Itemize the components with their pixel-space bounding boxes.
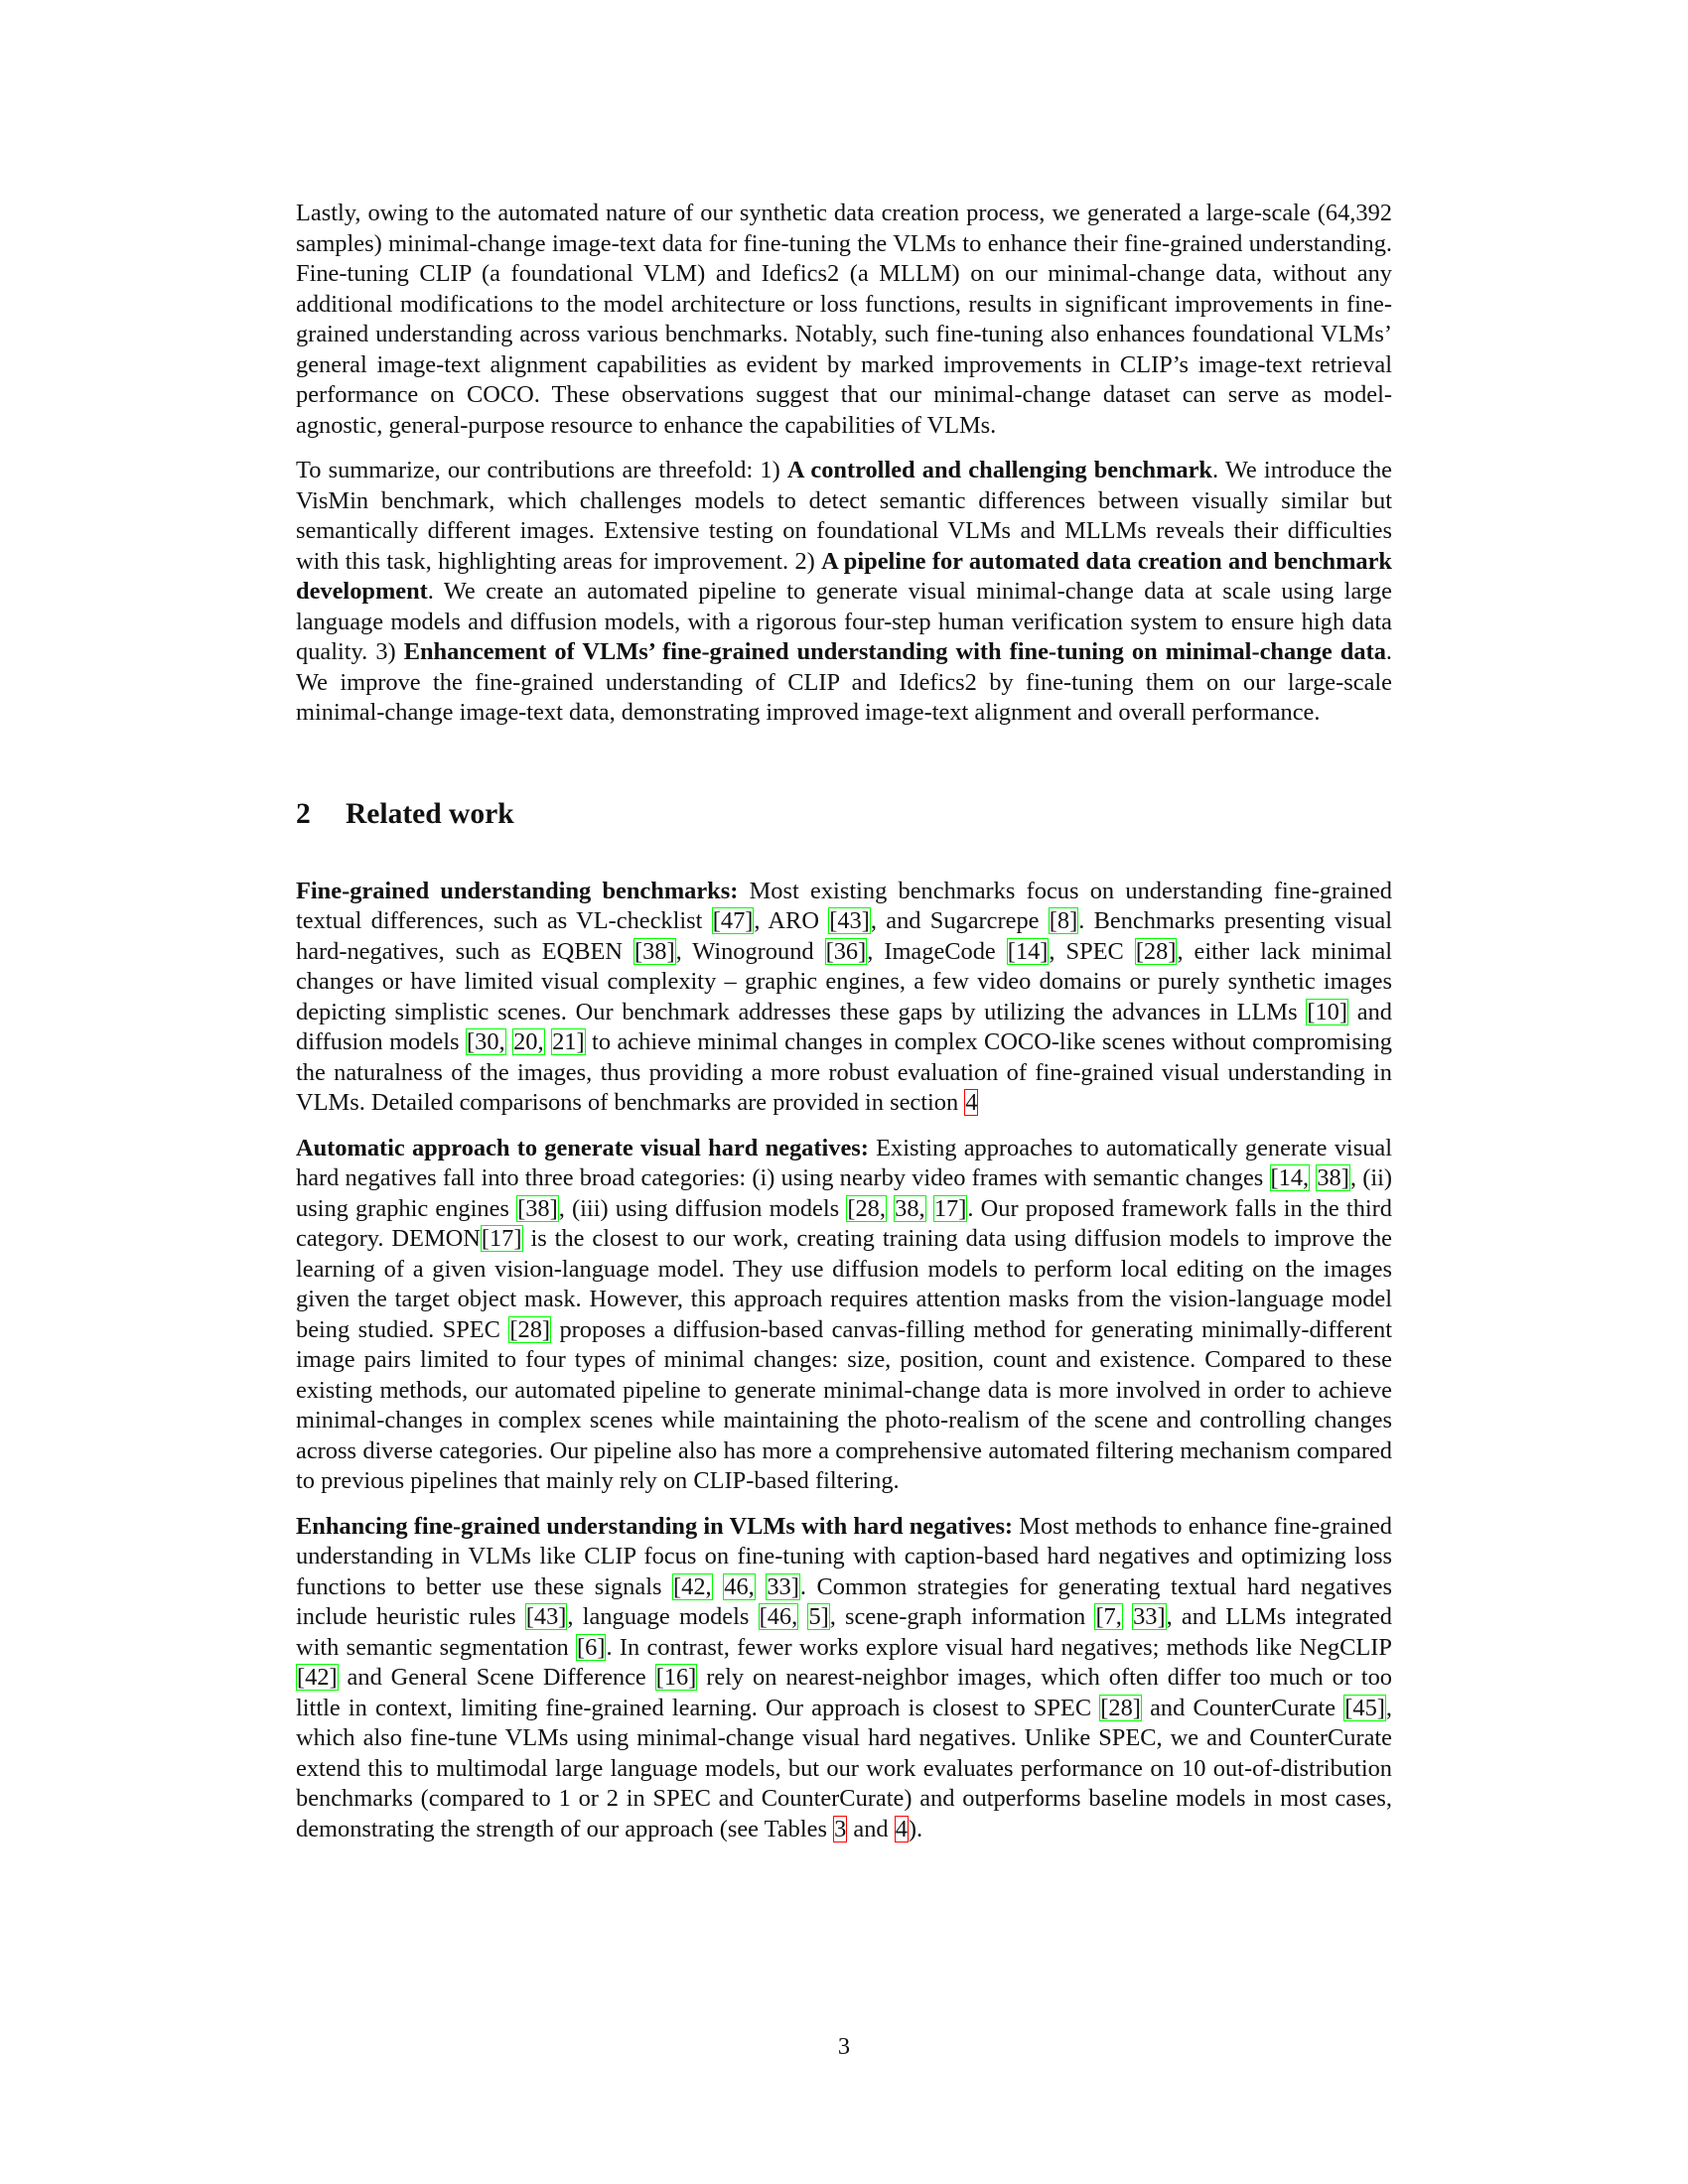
citation-link[interactable]: 21] xyxy=(552,1028,585,1055)
body-text: Most methods to enhance fine-grained understanding in VLMs like CLIP focus on fine-tuning with caption-based hard negatives and optimizing loss functions to better use these signals xyxy=(296,1512,1392,1600)
body-text: , language models xyxy=(567,1603,759,1630)
citation-link[interactable]: 20, xyxy=(513,1028,544,1055)
contributions-paragraph xyxy=(296,456,1392,729)
paragraph-lead: Enhancing fine-grained understanding in VLMs with hard negatives: xyxy=(296,1512,1014,1540)
contrib-bold-2: A pipeline for automated data creation and benchmark development xyxy=(296,547,1392,605)
body-text: , (ii) using graphic engines xyxy=(296,1164,1392,1222)
body-text: , which also fine-tune VLMs using minimal-change visual hard negatives. Unlike SPEC, we and CounterCurate extend this to multimodal large language models, but our work evaluates performance on 10 out-of-distribution benchmarks (compared to 1 or 2 in SPEC and CounterCurate) and outperforms baseline models in most cases, demonstrating the strength of our approach (see Tables xyxy=(296,1694,1392,1843)
body-text: ). xyxy=(908,1815,923,1843)
body-text: , ARO xyxy=(754,907,829,934)
citation-link[interactable]: [14, xyxy=(1270,1164,1310,1191)
citation-link[interactable]: [17] xyxy=(481,1225,522,1252)
body-text: . Common strategies for generating textual hard negatives include heuristic rules xyxy=(296,1572,1392,1630)
body-text: , (iii) using diffusion models xyxy=(558,1194,847,1222)
body-text: Existing approaches to automatically generate visual hard negatives fall into three broad categories: (i) using nearby video frames with semantic changes xyxy=(296,1134,1392,1191)
citation-link[interactable]: [28] xyxy=(1100,1694,1141,1721)
body-text: and xyxy=(847,1815,895,1843)
citation-link[interactable]: 33] xyxy=(1133,1603,1166,1630)
body-text: and diffusion models xyxy=(296,998,1392,1055)
contrib-bold-1: A controlled and challenging benchmark xyxy=(786,457,1212,483)
citation-link[interactable]: 38] xyxy=(1317,1164,1349,1191)
table-reference-link[interactable]: 4 xyxy=(895,1815,908,1843)
body-text: to achieve minimal changes in complex COCO-like scenes without compromising the naturalness of the images, thus providing a more robust evaluation of fine-grained visual understanding in VLMs. Detailed comparisons of benchmarks are provided in section xyxy=(296,1028,1392,1116)
citation-link[interactable]: [7, xyxy=(1095,1603,1122,1630)
body-text: and CounterCurate xyxy=(1141,1694,1344,1721)
citation-link[interactable]: [14] xyxy=(1007,937,1049,965)
contrib-text: . We create an automated pipeline to generate visual minimal-change data at scale using large language models and diffusion models, with a rigorous four-step human verification system to ensure high data quality. 3) xyxy=(296,578,1392,665)
body-text: rely on nearest-neighbor images, which often differ too much or too little in context, limiting fine-grained learning. Our approach is closest to SPEC xyxy=(296,1664,1392,1721)
citation-link[interactable]: [16] xyxy=(655,1664,697,1691)
citation-link[interactable]: [43] xyxy=(829,907,870,934)
body-text: , either lack minimal changes or have limited visual complexity – graphic engines, a few video domains or purely synthetic images depicting simplistic scenes. Our benchmark addresses these gaps by utilizing the advances in LLMs xyxy=(296,937,1392,1025)
citation-link[interactable]: [30, xyxy=(467,1028,505,1055)
related-enhancing-paragraph xyxy=(296,1512,1392,1845)
section-number: 2 xyxy=(296,797,311,830)
page-body xyxy=(296,199,1392,1859)
contrib-text: To summarize, our contributions are threefold: 1) xyxy=(296,457,787,483)
citation-link[interactable]: [28] xyxy=(1135,937,1177,965)
citation-link[interactable]: 38, xyxy=(895,1194,925,1222)
citation-link[interactable]: [47] xyxy=(712,907,754,934)
related-hard-negatives-paragraph xyxy=(296,1134,1392,1497)
contrib-bold-3: Enhancement of VLMs’ fine-grained understanding with fine-tuning on minimal-change data xyxy=(403,638,1386,665)
body-text: . Benchmarks presenting visual hard-negatives, such as EQBEN xyxy=(296,907,1392,965)
body-text: , ImageCode xyxy=(867,937,1007,965)
contrib-text: . We introduce the VisMin benchmark, which challenges models to detect semantic differences between visually similar but semantically different images. Extensive testing on foundational VLMs and MLLMs reveals their difficulties with this task, highlighting areas for improvement. 2) xyxy=(296,457,1393,575)
section-reference-link[interactable]: 4 xyxy=(965,1089,978,1116)
body-text: , scene-graph information xyxy=(829,1603,1095,1630)
body-text: . Our proposed framework falls in the third category. DEMON xyxy=(296,1194,1393,1252)
paragraph-lead: Fine-grained understanding benchmarks: xyxy=(296,877,739,904)
body-text: is the closest to our work, creating training data using diffusion models to improve the learning of a given vision-language model. They use diffusion models to perform local editing on the images given the target object mask. However, this approach requires attention masks from the vision-language model being studied. SPEC xyxy=(296,1225,1392,1343)
section-title: Related work xyxy=(346,797,514,830)
paragraph-lead: Automatic approach to generate visual hard negatives: xyxy=(296,1134,869,1161)
citation-link[interactable]: 33] xyxy=(767,1572,799,1600)
citation-link[interactable]: [28] xyxy=(509,1315,551,1343)
contrib-text: . We improve the fine-grained understanding of CLIP and Idefics2 by fine-tuning them on our large-scale minimal-change image-text data, demonstrating improved image-text alignment and overall performance. xyxy=(296,638,1392,726)
citation-link[interactable]: [46, xyxy=(759,1603,798,1630)
body-text: , and LLMs integrated with semantic segmentation xyxy=(296,1603,1392,1661)
body-text: proposes a diffusion-based canvas-filling method for generating minimally-different image pairs limited to four types of minimal changes: size, position, count and existence. Compared to these existing methods, our automated pipeline to generate minimal-change data is more involved in order to achieve minimal-changes in complex scenes while maintaining the photo-realism of the scene and controlling changes across diverse categories. Our pipeline also has more a comprehensive automated filtering mechanism compared to previous pipelines that mainly rely on CLIP-based filtering. xyxy=(296,1315,1392,1494)
citation-link[interactable]: [38] xyxy=(633,937,675,965)
citation-link[interactable]: 17] xyxy=(933,1194,967,1222)
body-text: , and Sugarcrepe xyxy=(870,907,1049,934)
citation-link[interactable]: [36] xyxy=(825,937,867,965)
body-text: . In contrast, fewer works explore visual hard negatives; methods like NegCLIP xyxy=(606,1633,1392,1661)
citation-link[interactable]: [43] xyxy=(525,1603,567,1630)
citation-link[interactable]: [42] xyxy=(297,1664,338,1691)
body-text: and General Scene Difference xyxy=(338,1664,655,1691)
citation-link[interactable]: [42, xyxy=(673,1572,712,1600)
citation-link[interactable]: [6] xyxy=(577,1633,606,1661)
citation-link[interactable]: 46, xyxy=(724,1572,755,1600)
citation-link[interactable]: [38] xyxy=(517,1194,558,1222)
body-text: , SPEC xyxy=(1049,937,1135,965)
related-benchmarks-paragraph xyxy=(296,877,1392,1119)
citation-link[interactable]: [28, xyxy=(847,1194,886,1222)
citation-link[interactable]: [10] xyxy=(1307,998,1347,1025)
page-number: 3 xyxy=(837,2033,851,2060)
intro-paragraph: Lastly, owing to the automated nature of our synthetic data creation process, we generated a large-scale (64,392 samples) minimal-change image-text data for fine-tuning the VLMs to enhance their fine-grained understanding. Fine-tuning CLIP (a foundational VLM) and Idefics2 (a MLLM) on our minimal-change data, without any additional modifications to the model architecture or loss functions, results in significant improvements in fine-grained understanding across various benchmarks. Notably, such fine-tuning also enhances foundational VLMs’ general image-text alignment capabilities as evident by marked improvements in CLIP’s image-text retrieval performance on COCO. These observations suggest that our minimal-change dataset can serve as model-agnostic, general-purpose resource to enhance the capabilities of VLMs. xyxy=(296,200,1392,439)
body-text: , Winoground xyxy=(675,937,825,965)
section-heading xyxy=(296,796,1392,832)
citation-link[interactable]: [8] xyxy=(1049,907,1078,934)
citation-link[interactable]: [45] xyxy=(1344,1694,1385,1721)
body-text: Most existing benchmarks focus on understanding fine-grained textual differences, such as VL-checklist xyxy=(296,877,1392,934)
citation-link[interactable]: 5] xyxy=(808,1603,829,1630)
table-reference-link[interactable]: 3 xyxy=(834,1815,847,1843)
